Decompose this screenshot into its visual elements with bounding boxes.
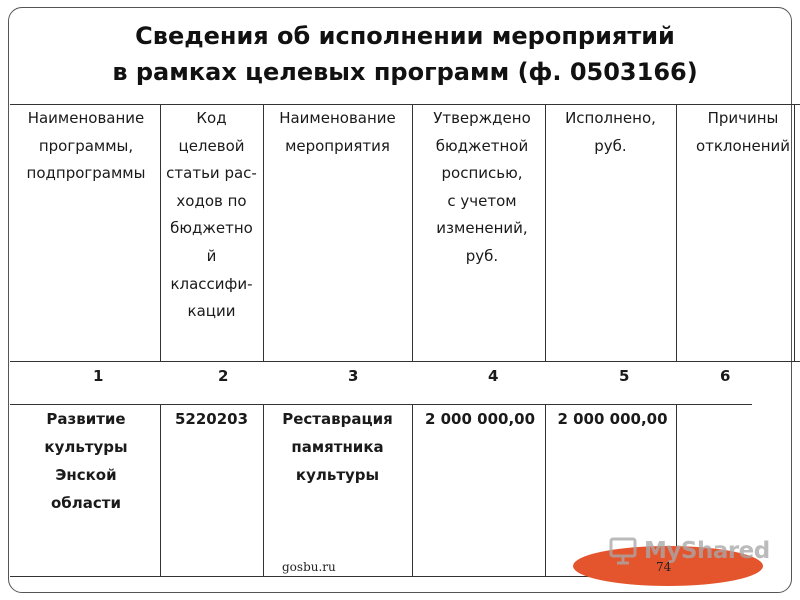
header-approved: Утверждено бюджетной росписью, с учетом изменений, руб. (433, 109, 531, 265)
header-event-name: Наименование мероприятия (279, 109, 396, 155)
cell-code: 5220203 (174, 410, 249, 428)
header-program-name: Наименование программы, подпрограммы (26, 109, 146, 183)
header-bottom-border (10, 361, 800, 362)
page-number: 74 (656, 560, 672, 574)
cell-event: Реставрация памятника культуры (282, 410, 393, 484)
cell-approved: 2 000 000,00 (424, 410, 536, 428)
title-line-2: в рамках целевых программ (ф. 0503166) (112, 58, 698, 86)
column-number: 6 (720, 367, 731, 385)
title-line-1: Сведения об исполнении мероприятий (135, 22, 675, 50)
header-executed: Исполнено, руб. (565, 109, 656, 155)
cell-program: Развитие культуры Энской области (44, 410, 128, 512)
column-number: 2 (218, 367, 229, 385)
page-title (0, 18, 800, 90)
source-label: gosbu.ru (282, 560, 336, 574)
cell-executed: 2 000 000,00 (557, 410, 668, 428)
column-number: 4 (488, 367, 499, 385)
column-number: 5 (619, 367, 630, 385)
table-bottom-border (10, 576, 677, 577)
column-number: 1 (93, 367, 104, 385)
header-budget-code: Код целевой статьи рас- ходов по бюджетно й классифи- кации (166, 109, 257, 321)
watermark-logo (608, 534, 770, 568)
watermark-text: MyShared (644, 538, 770, 564)
column-number: 3 (348, 367, 359, 385)
header-reasons: Причины отклонений (695, 109, 791, 155)
presentation-icon (608, 536, 638, 566)
